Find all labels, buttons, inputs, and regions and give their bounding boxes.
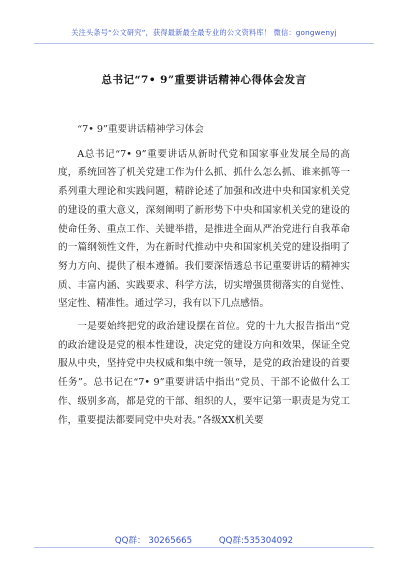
footer-qq-group-1: QQ群： 30265665 (114, 536, 193, 546)
document-body (58, 121, 350, 434)
paragraph-2: 一是要始终把党的政治建设摆在首位。党的十九大报告指出“党的政治建设是党的根本性建设，决定党的建设方向和效果，保证全党服从中央，坚持党中央权威和集中统一领导，是党的政治建设的首要任务”。总书记在“7• 9”重要讲话中指出“党员、干部不论做什么工作、级别多高，都是党的干部、组织的人，要牢记第一职责是为党工作，重要提法都要同党中央对表。”各级XX机关要 (58, 321, 350, 426)
footer-divider (34, 547, 374, 548)
paragraph-1: A总书记“7• 9”重要讲话从新时代党和国家事业发展全局的高度，系统回答了机关党建工作为什么抓、抓什么怎么抓、谁来抓等一系列重大理论和实践问题，精辟论述了加强和改进中央和国家机关党的建设的重大意义，深刻阐明了新形势下中央和国家机关党的建设的使命任务、重点工作、关键举措，是推进全面从严治党进行自我革命的一篇纲领性文件，为在新时代推动中央和国家机关党的建设指明了努力方向、提供了根本遵循。我们要深悟透总书记重要讲话的精神实质、丰富内涵、实践要求、科学方法，切实增强贯彻落实的自觉性、坚定性、精准性。通过学习，我有以下几点感悟。 (58, 148, 350, 310)
document-title: 总书记“7• 9”重要讲话精神心得体会发言 (101, 74, 307, 86)
header-banner: 关注头条号“公文研究”，获得最新最全最专业的公文资料库！ 微信：gongwenyj (71, 28, 337, 37)
document-subtitle: “7• 9”重要讲话精神学习体会 (77, 124, 204, 135)
header-divider (34, 43, 374, 44)
footer-contact (0, 534, 408, 546)
footer-qq-group-2: QQ群:535304092 (218, 536, 294, 546)
